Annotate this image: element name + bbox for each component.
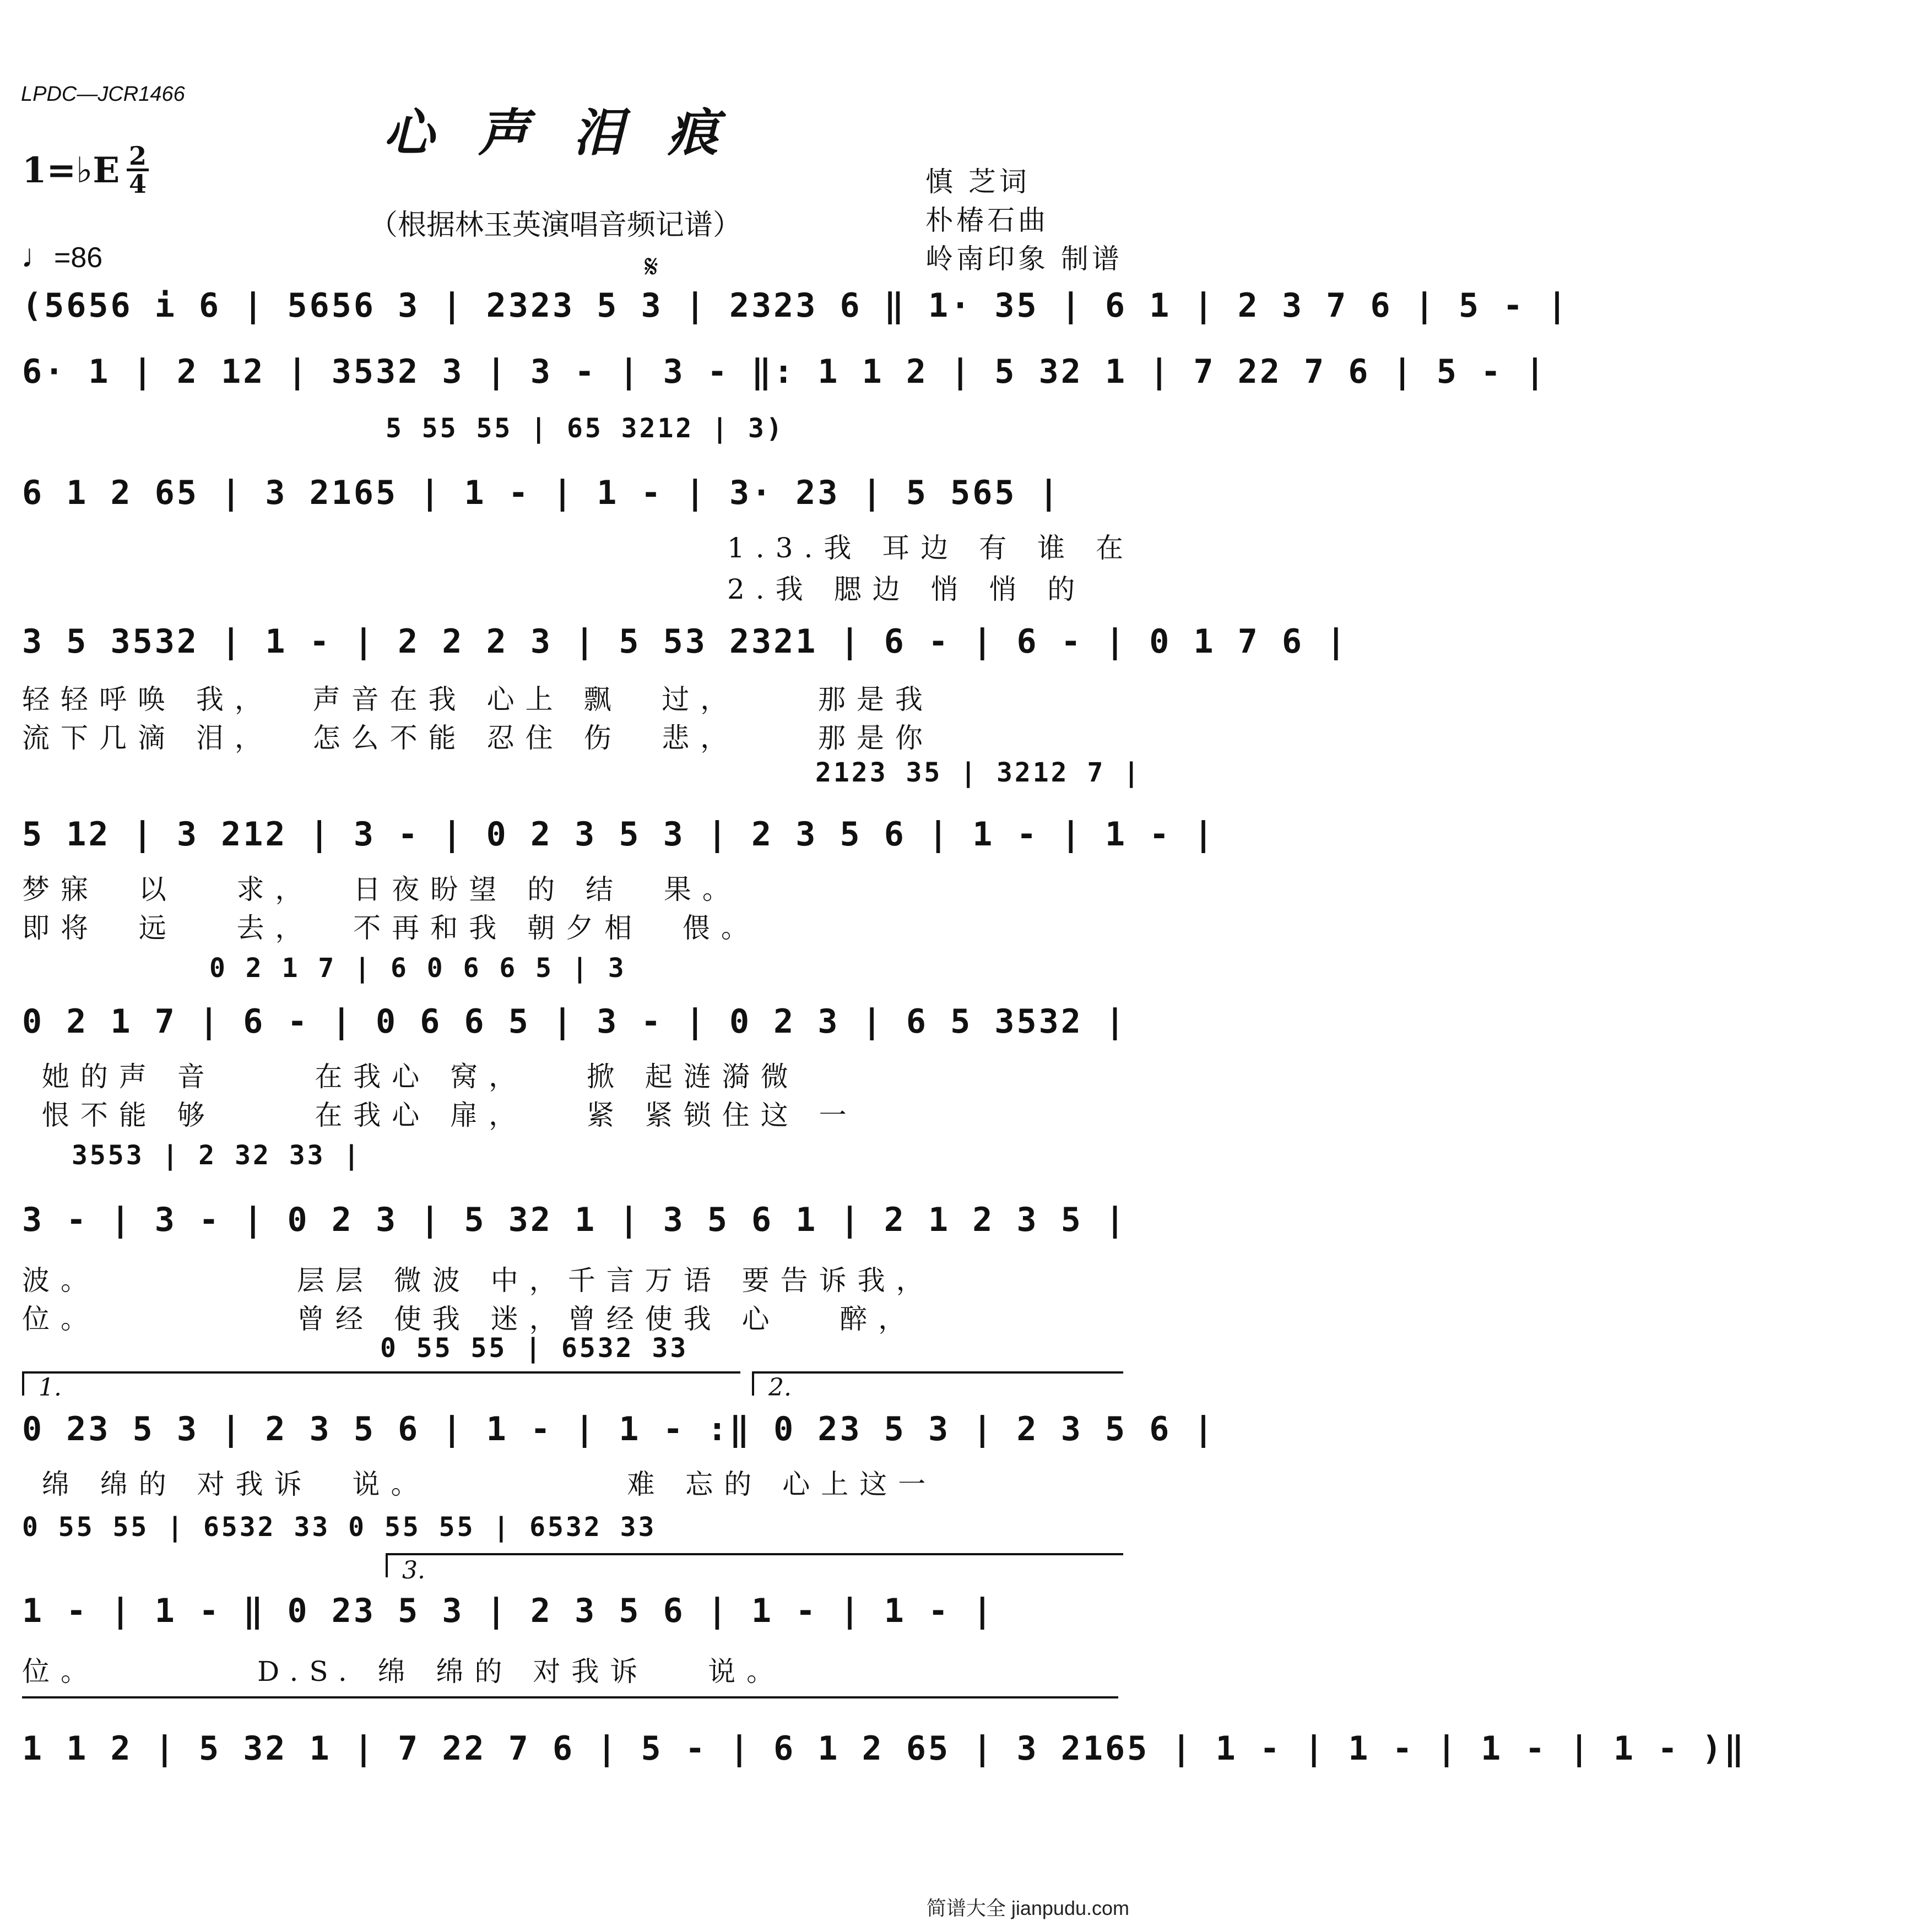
lyric-line-10: 位。 曾经 使我 迷，曾经使我 心 醉， (22, 1303, 917, 1335)
coda-divider (22, 1696, 1118, 1698)
lyric-line-5: 梦寐 以 求， 日夜盼望 的 结 果。 (22, 873, 741, 905)
notation-line-15: 1 - | 1 - ‖ 0 23 5 3 | 2 3 5 6 | 1 - | 1 - | (22, 1592, 995, 1630)
lyric-line-1: 1.3.我 耳边 有 谁 在 (727, 532, 1134, 564)
notation-line-8: 0 2 1 7 | 6 0 6 6 5 | 3 (209, 953, 626, 984)
first-ending-bracket (22, 1371, 740, 1396)
notation-line-7: 5 12 | 3 212 | 3 - | 0 2 3 5 3 | 2 3 5 6 | 1 - | 1 - | (22, 815, 1216, 854)
lyric-line-8: 恨不能 够 在我心 扉， 紧 紧锁住这 一 (22, 1099, 858, 1131)
lyric-line-11: 绵 绵的 对我诉 说。 难 忘的 心上这一 (22, 1468, 937, 1500)
notation-line-1: (5656 i 6 | 5656 3 | 2323 5 3 | 2323 6 ‖ 1· 35 | 6 1 | 2 3 7 6 | 5 - | (22, 286, 1569, 325)
lyric-line-4: 流下几滴 泪， 怎么不能 忍住 伤 悲， 那是你 (22, 722, 934, 754)
lyric-line-9: 波。 层层 微波 中，千言万语 要告诉我， (22, 1265, 935, 1296)
quarter-note-icon: ♩ (21, 237, 54, 274)
notation-line-2: 6· 1 | 2 12 | 3532 3 | 3 - | 3 - ‖: 1 1 2 | 5 32 1 | 7 22 7 6 | 5 - | (22, 352, 1547, 391)
notation-line-12: 0 55 55 | 6532 33 (380, 1333, 689, 1364)
tempo-marking (21, 237, 102, 275)
lyric-line-12: 位。 D.S. 绵 绵的 对我诉 说。 (22, 1656, 786, 1687)
notation-line-16: 1 1 2 | 5 32 1 | 7 22 7 6 | 5 - | 6 1 2 65 | 3 2165 | 1 - | 1 - | 1 - | 1 - )‖ (22, 1729, 1746, 1768)
first-ending-label: 1. (39, 1374, 62, 1402)
lyric-line-2: 2.我 腮边 悄 悄 的 (727, 573, 1086, 605)
notation-line-3: 5 55 55 | 65 3212 | 3) (386, 413, 784, 444)
meter-bottom: 4 (128, 169, 147, 199)
tempo-value: =86 (54, 242, 103, 274)
lyric-line-6: 即将 远 去， 不再和我 朝夕相 偎。 (22, 912, 760, 944)
page-title: 心声泪痕 (383, 103, 762, 162)
notation-line-6: 2123 35 | 3212 7 | (815, 757, 1142, 788)
third-ending-bracket (386, 1553, 1123, 1577)
subtitle: （根据林玉英演唱音频记谱） (369, 209, 742, 242)
lyricist: 慎 芝词 (925, 166, 1030, 198)
notation-line-11: 3 - | 3 - | 0 2 3 | 5 32 1 | 3 5 6 1 | 2 1 2 3 5 | (22, 1201, 1128, 1239)
arranger: 岭南印象 制谱 (925, 243, 1123, 275)
notation-line-10: 3553 | 2 32 33 | (72, 1140, 362, 1171)
watermark-logo: 简谱大全 jianpudu.com (926, 1897, 1129, 1919)
lyric-line-7: 她的声 音 在我心 窝， 掀 起涟漪微 (22, 1061, 799, 1093)
notation-line-13: 0 23 5 3 | 2 3 5 6 | 1 - | 1 - :‖ 0 23 5 3 | 2 3 5 6 | (22, 1410, 1216, 1448)
segno-icon: 𝄋 (645, 248, 658, 285)
second-ending-bracket (752, 1371, 1123, 1396)
composer: 朴椿石曲 (925, 204, 1049, 236)
score-code: LPDC—JCR1466 (21, 83, 185, 106)
third-ending-label: 3. (402, 1556, 425, 1584)
time-signature (127, 141, 149, 199)
notation-line-14: 0 55 55 | 6532 33 0 55 55 | 6532 33 (22, 1512, 657, 1543)
notation-line-5: 3 5 3532 | 1 - | 2 2 2 3 | 5 53 2321 | 6 - | 6 - | 0 1 7 6 | (22, 622, 1349, 661)
key-signature: 1=♭E (22, 150, 120, 191)
second-ending-label: 2. (768, 1374, 792, 1402)
notation-line-4: 6 1 2 65 | 3 2165 | 1 - | 1 - | 3· 23 | 5 565 | (22, 474, 1061, 512)
notation-line-9: 0 2 1 7 | 6 - | 0 6 6 5 | 3 - | 0 2 3 | 6 5 3532 | (22, 1002, 1128, 1041)
lyric-line-3: 轻轻呼唤 我， 声音在我 心上 飘 过， 那是我 (22, 683, 934, 715)
meter-top: 2 (128, 141, 147, 171)
